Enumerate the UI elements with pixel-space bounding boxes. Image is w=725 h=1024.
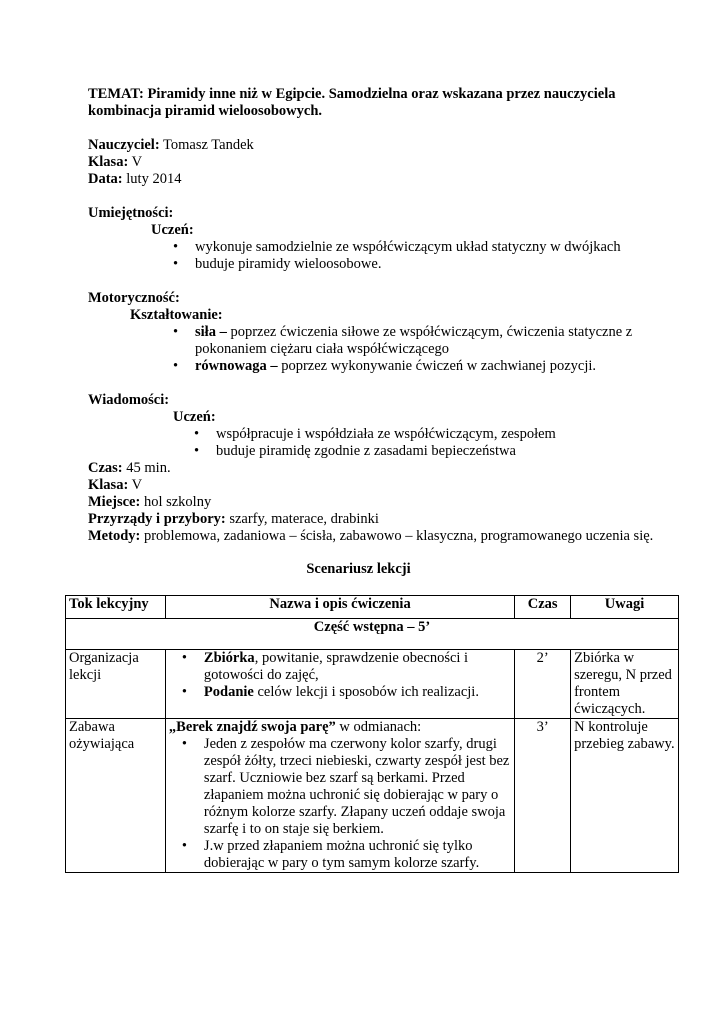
scenario-title: Scenariusz lekcji <box>306 561 411 577</box>
place-line: Miejsce: hol szkolny <box>88 494 212 510</box>
notes-cell: N kontroluje przebieg zabawy. <box>571 719 679 873</box>
description-cell <box>165 650 514 719</box>
list-item: • wykonuje samodzielnie ze współćwiczącym układ statyczny w dwójkach <box>173 239 621 255</box>
list-item: • współpracuje i współdziała ze współćwiczącym, zespołem <box>194 426 556 442</box>
scenario-table <box>65 595 679 873</box>
time-cell: 2’ <box>515 650 571 719</box>
list-item: • Zbiórka, powitanie, sprawdzenie obecności i gotowości do zajęć, <box>181 650 469 683</box>
knowledge-heading: Wiadomości: <box>88 392 170 408</box>
list-item: • buduje piramidę zgodnie z zasadami bepieczeństwa <box>194 443 516 459</box>
skills-list <box>88 239 688 273</box>
class-line-2: Klasa: V <box>88 477 143 493</box>
table-row <box>66 650 679 719</box>
col-header: Czas <box>515 596 571 619</box>
class-line: Klasa: V <box>88 154 143 170</box>
section-title: Część wstępna – 5’ <box>66 619 679 650</box>
methods-line: Metody: problemowa, zadaniowa – ścisła, zabawowo – klasyczna, programowanego uczenia się. <box>88 528 654 544</box>
list-item: • J.w przed złapaniem można uchronić się tylko dobierając w pary o tym samym kolorze szarfy. <box>181 838 480 871</box>
time-cell: 3’ <box>515 719 571 873</box>
section-row <box>66 619 679 650</box>
list-item: • Jeden z zespołów ma czerwony kolor szarfy, drugi zespół żółty, trzeci niebieski, czwarty zespół jest bez szarf. Uczniowie bez szarf są berkami. Przed złapaniem można uchronić się dobierając w pary o różnym kolorze szarfy. Złapany uczeń oddaje swoja szarfę i to on staje się berkiem. <box>181 736 510 837</box>
col-header: Uwagi <box>571 596 679 619</box>
col-header: Tok lekcyjny <box>66 596 166 619</box>
notes-cell: Zbiórka w szeregu, N przed frontem ćwiczących. <box>571 650 679 719</box>
time-line: Czas: 45 min. <box>88 460 171 476</box>
motor-list <box>88 324 688 375</box>
description-cell: „Berek znajdź swoja parę” w odmianach: • Jeden z zespołów ma czerwony kolor szarfy, drugi zespół żółty, trzeci niebieski, czwarty zespół jest bez szarf. Uczniowie bez szarf są berkami. Przed złapaniem można uchronić się dobierając w pary o różnym kolorze szarfy. Złapany uczeń oddaje swoja szarfę i to on staje się berkiem. • J.w przed złapaniem można uchronić się tylko dobierając w pary o tym samym kolorze szarfy. <box>165 719 514 873</box>
motor-sub: Kształtowanie: <box>130 307 223 323</box>
list-item: • buduje piramidy wieloosobowe. <box>173 256 382 272</box>
stage-cell: Organizacja lekcji <box>66 650 166 719</box>
skills-heading: Umiejętności: <box>88 205 174 221</box>
stage-cell: Zabawa ożywiająca <box>66 719 166 873</box>
topic: TEMAT: Piramidy inne niż w Egipcie. Samodzielna oraz wskazana przez nauczyciela kombinacja piramid wieloosobowych. <box>88 86 616 119</box>
teacher-line: Nauczyciel: Tomasz Tandek <box>88 137 254 153</box>
list-item: • równowaga – poprzez wykonywanie ćwiczeń w zachwianej pozycji. <box>173 358 597 374</box>
date-line: Data: luty 2014 <box>88 171 182 187</box>
skills-sub: Uczeń: <box>151 222 194 238</box>
table-header-row <box>66 596 679 619</box>
list-item: • siła – poprzez ćwiczenia siłowe ze współćwiczącym, ćwiczenia statyczne z pokonaniem ciężaru ciała współćwiczącego <box>173 324 633 357</box>
col-header: Nazwa i opis ćwiczenia <box>165 596 514 619</box>
table-row <box>66 719 679 873</box>
knowledge-list <box>88 426 688 460</box>
motor-heading: Motoryczność: <box>88 290 180 306</box>
knowledge-sub: Uczeń: <box>173 409 216 425</box>
equipment-line: Przyrządy i przybory: szarfy, materace, drabinki <box>88 511 379 527</box>
lesson-plan-document <box>88 86 688 578</box>
list-item: • Podanie celów lekcji i sposobów ich realizacji. <box>181 684 479 700</box>
